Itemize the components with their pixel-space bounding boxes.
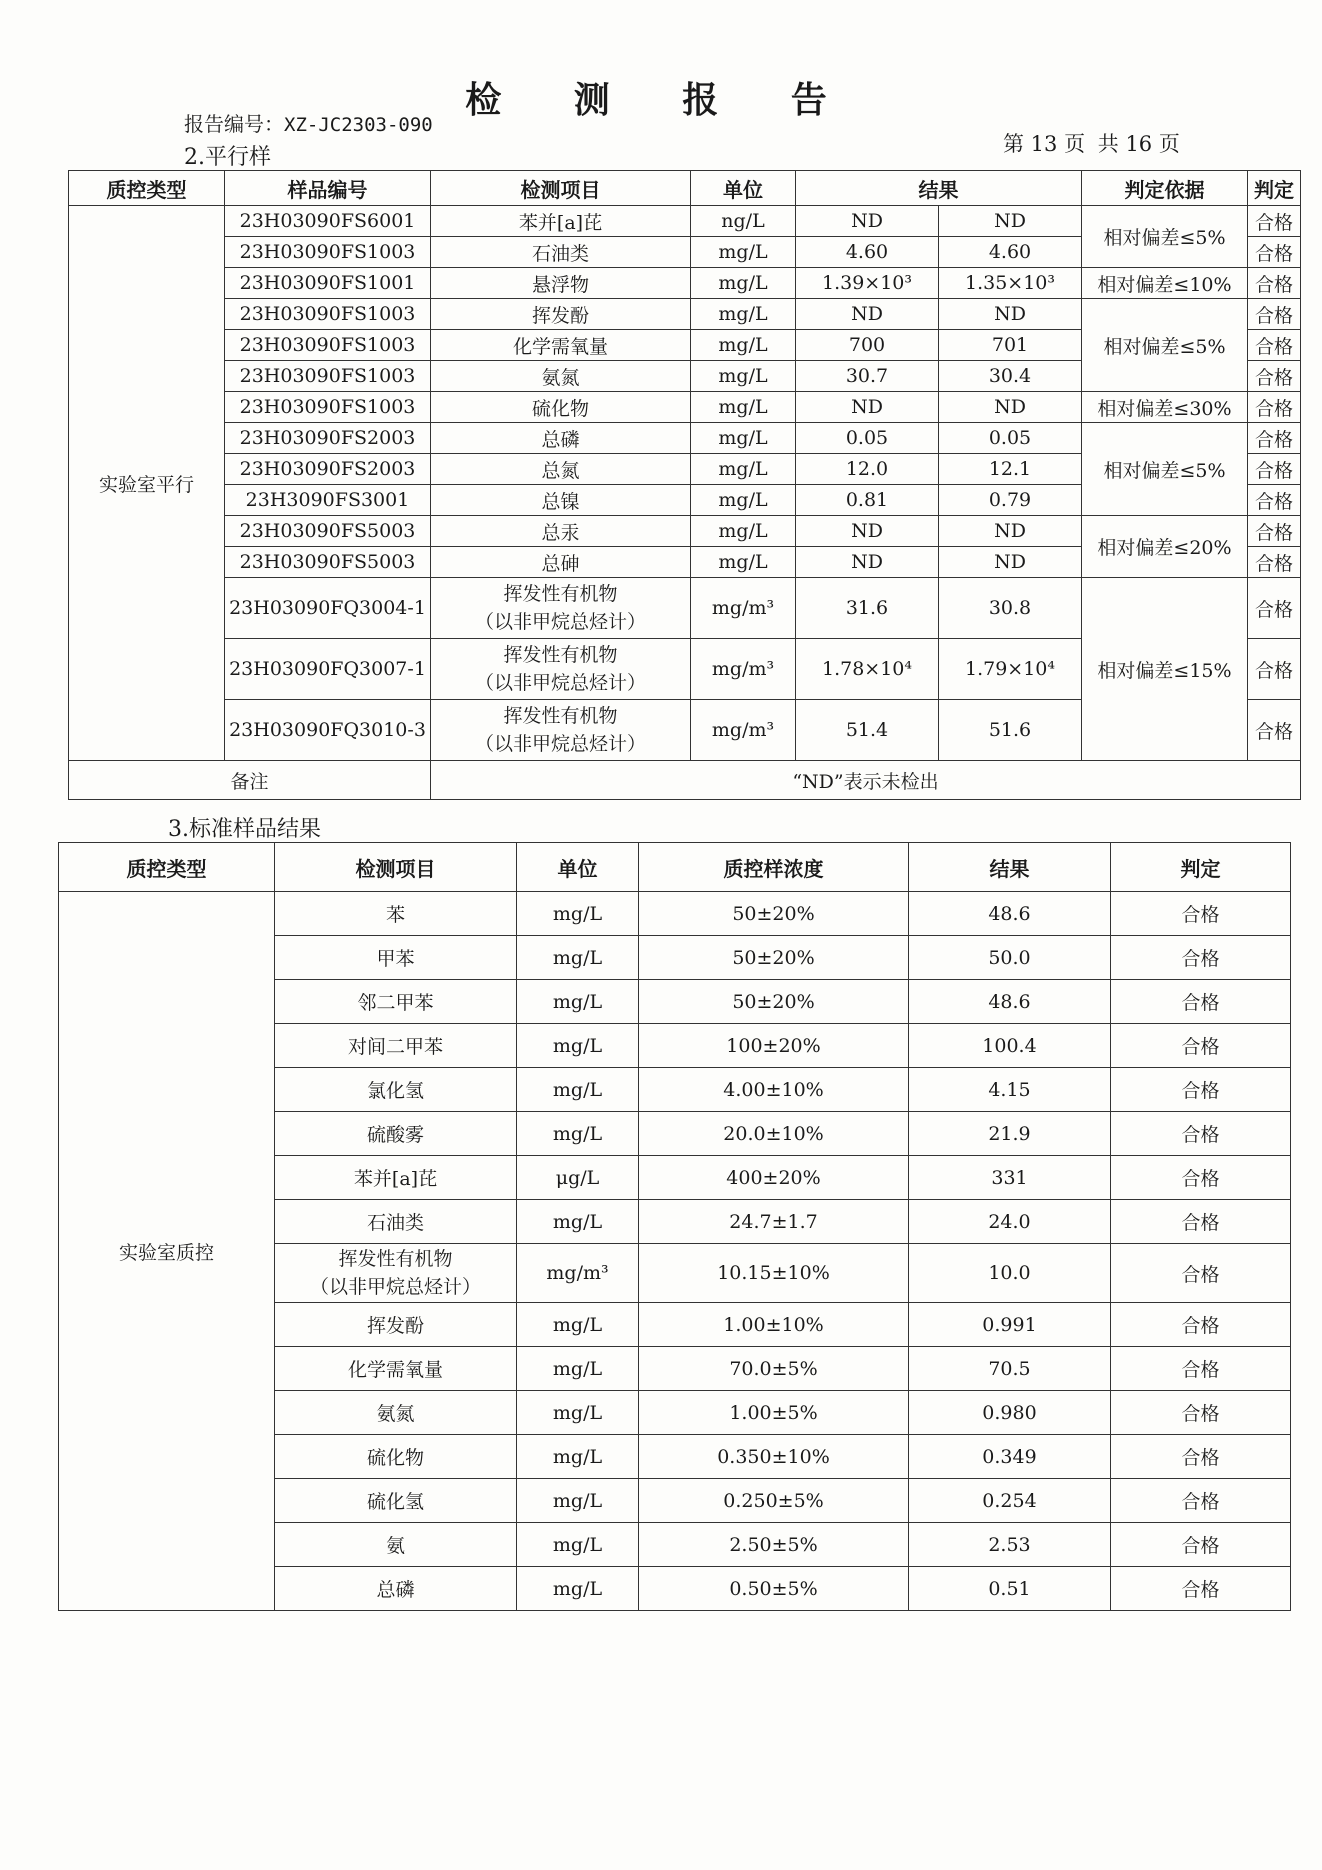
result1-cell: ND <box>796 206 939 237</box>
unit-cell: mg/L <box>517 1112 639 1156</box>
result-cell: 4.15 <box>909 1068 1111 1112</box>
sample-cell: 23H03090FQ3010-3 <box>225 700 431 761</box>
note-text: “ND”表示未检出 <box>431 761 1301 800</box>
item-cell: 总镍 <box>431 485 691 516</box>
result1-cell: 0.05 <box>796 423 939 454</box>
qc-type-cell: 实验室质控 <box>59 892 275 1611</box>
item-cell: 石油类 <box>275 1200 517 1244</box>
item-cell: 挥发酚 <box>431 299 691 330</box>
verdict-cell: 合格 <box>1248 268 1301 299</box>
result2-cell: ND <box>939 206 1082 237</box>
result1-cell: 1.39×10³ <box>796 268 939 299</box>
unit-cell: mg/L <box>691 516 796 547</box>
result-cell: 0.51 <box>909 1567 1111 1611</box>
result2-cell: 30.8 <box>939 578 1082 639</box>
unit-cell: mg/L <box>691 454 796 485</box>
result2-cell: 1.79×10⁴ <box>939 639 1082 700</box>
col-header: 单位 <box>517 843 639 892</box>
sample-cell: 23H03090FQ3004-1 <box>225 578 431 639</box>
conc-cell: 0.350±10% <box>639 1435 909 1479</box>
sample-cell: 23H03090FS2003 <box>225 454 431 485</box>
item-cell: 甲苯 <box>275 936 517 980</box>
sample-cell: 23H03090FS1001 <box>225 268 431 299</box>
verdict-cell: 合格 <box>1111 1479 1291 1523</box>
sample-cell: 23H3090FS3001 <box>225 485 431 516</box>
unit-cell: mg/m³ <box>691 578 796 639</box>
result-cell: 10.0 <box>909 1244 1111 1303</box>
verdict-cell: 合格 <box>1111 1391 1291 1435</box>
conc-cell: 50±20% <box>639 936 909 980</box>
verdict-cell: 合格 <box>1248 578 1301 639</box>
conc-cell: 50±20% <box>639 892 909 936</box>
item-line1: 挥发性有机物 <box>338 1248 453 1270</box>
verdict-cell: 合格 <box>1111 1244 1291 1303</box>
item-line2: （以非甲烷总烃计） <box>474 672 646 694</box>
verdict-cell: 合格 <box>1248 485 1301 516</box>
result-cell: 70.5 <box>909 1347 1111 1391</box>
result-cell: 100.4 <box>909 1024 1111 1068</box>
basis-cell: 相对偏差≤10% <box>1082 268 1248 299</box>
result-cell: 48.6 <box>909 980 1111 1024</box>
item-cell: 苯 <box>275 892 517 936</box>
sample-cell: 23H03090FS1003 <box>225 330 431 361</box>
conc-cell: 1.00±10% <box>639 1303 909 1347</box>
col-header: 检测项目 <box>275 843 517 892</box>
conc-cell: 0.50±5% <box>639 1567 909 1611</box>
result-cell: 24.0 <box>909 1200 1111 1244</box>
verdict-cell: 合格 <box>1111 892 1291 936</box>
item-cell: 总砷 <box>431 547 691 578</box>
verdict-cell: 合格 <box>1111 1567 1291 1611</box>
sample-cell: 23H03090FS2003 <box>225 423 431 454</box>
result2-cell: 0.05 <box>939 423 1082 454</box>
result1-cell: 1.78×10⁴ <box>796 639 939 700</box>
item-cell <box>275 1244 517 1303</box>
result2-cell: 0.79 <box>939 485 1082 516</box>
verdict-cell: 合格 <box>1248 423 1301 454</box>
item-line1: 挥发性有机物 <box>503 644 618 666</box>
item-cell: 对间二甲苯 <box>275 1024 517 1068</box>
item-cell: 苯并[a]芘 <box>431 206 691 237</box>
conc-cell: 0.250±5% <box>639 1479 909 1523</box>
verdict-cell: 合格 <box>1248 547 1301 578</box>
standard-sample-table <box>58 842 1291 1611</box>
result2-cell: ND <box>939 547 1082 578</box>
unit-cell: mg/L <box>517 980 639 1024</box>
result1-cell: 4.60 <box>796 237 939 268</box>
result1-cell: ND <box>796 547 939 578</box>
unit-cell: mg/L <box>517 936 639 980</box>
verdict-cell: 合格 <box>1111 1523 1291 1567</box>
verdict-cell: 合格 <box>1248 361 1301 392</box>
item-cell: 总磷 <box>275 1567 517 1611</box>
result1-cell: 31.6 <box>796 578 939 639</box>
result-cell: 48.6 <box>909 892 1111 936</box>
result1-cell: 51.4 <box>796 700 939 761</box>
item-cell: 邻二甲苯 <box>275 980 517 1024</box>
result1-cell: 0.81 <box>796 485 939 516</box>
item-cell: 总氮 <box>431 454 691 485</box>
unit-cell: mg/L <box>691 299 796 330</box>
unit-cell: ng/L <box>691 206 796 237</box>
basis-cell: 相对偏差≤20% <box>1082 516 1248 578</box>
unit-cell: mg/L <box>691 547 796 578</box>
sample-cell: 23H03090FS6001 <box>225 206 431 237</box>
unit-cell: mg/L <box>517 1567 639 1611</box>
col-header: 判定依据 <box>1082 171 1248 206</box>
col-header: 结果 <box>909 843 1111 892</box>
item-cell: 化学需氧量 <box>275 1347 517 1391</box>
unit-cell: mg/L <box>691 361 796 392</box>
item-cell <box>431 639 691 700</box>
result2-cell: 12.1 <box>939 454 1082 485</box>
col-header: 质控样浓度 <box>639 843 909 892</box>
result2-cell: 4.60 <box>939 237 1082 268</box>
unit-cell: mg/m³ <box>691 639 796 700</box>
sample-cell: 23H03090FS5003 <box>225 547 431 578</box>
result2-cell: 1.35×10³ <box>939 268 1082 299</box>
report-number <box>184 108 433 137</box>
item-cell: 氯化氢 <box>275 1068 517 1112</box>
verdict-cell: 合格 <box>1111 1068 1291 1112</box>
report-number-value: XZ-JC2303-090 <box>284 114 433 136</box>
verdict-cell: 合格 <box>1111 936 1291 980</box>
table-row <box>69 516 1301 547</box>
item-cell: 硫化物 <box>275 1435 517 1479</box>
conc-cell: 50±20% <box>639 980 909 1024</box>
col-header: 质控类型 <box>59 843 275 892</box>
verdict-cell: 合格 <box>1248 700 1301 761</box>
unit-cell: mg/L <box>691 268 796 299</box>
result-cell: 21.9 <box>909 1112 1111 1156</box>
unit-cell: mg/L <box>517 1479 639 1523</box>
result2-cell: ND <box>939 516 1082 547</box>
item-cell: 硫化物 <box>431 392 691 423</box>
conc-cell: 20.0±10% <box>639 1112 909 1156</box>
conc-cell: 4.00±10% <box>639 1068 909 1112</box>
verdict-cell: 合格 <box>1111 1435 1291 1479</box>
result1-cell: ND <box>796 516 939 547</box>
conc-cell: 2.50±5% <box>639 1523 909 1567</box>
unit-cell: mg/L <box>691 392 796 423</box>
col-header: 判定 <box>1111 843 1291 892</box>
item-cell: 氨氮 <box>431 361 691 392</box>
result1-cell: 12.0 <box>796 454 939 485</box>
result-cell: 331 <box>909 1156 1111 1200</box>
item-line2: （以非甲烷总烃计） <box>474 733 646 755</box>
sample-cell: 23H03090FS5003 <box>225 516 431 547</box>
result1-cell: 700 <box>796 330 939 361</box>
verdict-cell: 合格 <box>1248 454 1301 485</box>
table-header-row <box>69 171 1301 206</box>
table-row <box>69 299 1301 330</box>
verdict-cell: 合格 <box>1248 516 1301 547</box>
basis-cell: 相对偏差≤15% <box>1082 578 1248 761</box>
unit-cell: mg/m³ <box>517 1244 639 1303</box>
verdict-cell: 合格 <box>1111 1347 1291 1391</box>
unit-cell: mg/L <box>517 1024 639 1068</box>
basis-cell: 相对偏差≤5% <box>1082 423 1248 516</box>
result2-cell: ND <box>939 299 1082 330</box>
table-row <box>69 423 1301 454</box>
col-header: 样品编号 <box>225 171 431 206</box>
section3-title: 3.标准样品结果 <box>168 817 321 842</box>
verdict-cell: 合格 <box>1111 1024 1291 1068</box>
verdict-cell: 合格 <box>1248 206 1301 237</box>
result-cell: 0.980 <box>909 1391 1111 1435</box>
parallel-sample-table <box>68 170 1301 800</box>
table-header-row <box>59 843 1291 892</box>
report-number-label: 报告编号： <box>184 112 284 136</box>
unit-cell: mg/L <box>517 1068 639 1112</box>
unit-cell: mg/m³ <box>691 700 796 761</box>
item-cell: 总汞 <box>431 516 691 547</box>
item-line1: 挥发性有机物 <box>503 705 618 727</box>
verdict-cell: 合格 <box>1111 1112 1291 1156</box>
conc-cell: 100±20% <box>639 1024 909 1068</box>
table-row <box>69 206 1301 237</box>
item-cell: 石油类 <box>431 237 691 268</box>
result-cell: 2.53 <box>909 1523 1111 1567</box>
item-cell: 总磷 <box>431 423 691 454</box>
col-header: 判定 <box>1248 171 1301 206</box>
item-cell: 苯并[a]芘 <box>275 1156 517 1200</box>
sample-cell: 23H03090FS1003 <box>225 237 431 268</box>
verdict-cell: 合格 <box>1248 237 1301 268</box>
sample-cell: 23H03090FS1003 <box>225 299 431 330</box>
verdict-cell: 合格 <box>1111 1200 1291 1244</box>
table-row <box>59 892 1291 936</box>
sample-cell: 23H03090FQ3007-1 <box>225 639 431 700</box>
item-cell: 硫化氢 <box>275 1479 517 1523</box>
unit-cell: mg/L <box>517 1303 639 1347</box>
conc-cell: 70.0±5% <box>639 1347 909 1391</box>
unit-cell: μg/L <box>517 1156 639 1200</box>
note-row <box>69 761 1301 800</box>
unit-cell: mg/L <box>691 237 796 268</box>
col-header: 结果 <box>796 171 1082 206</box>
verdict-cell: 合格 <box>1111 1156 1291 1200</box>
page-total: 共 16 页 <box>1097 132 1180 156</box>
qc-type-cell: 实验室平行 <box>69 206 225 761</box>
verdict-cell: 合格 <box>1248 299 1301 330</box>
result-cell: 0.991 <box>909 1303 1111 1347</box>
page-current: 第 13 页 <box>1003 132 1086 156</box>
verdict-cell: 合格 <box>1111 980 1291 1024</box>
item-line2: （以非甲烷总烃计） <box>474 611 646 633</box>
result2-cell: 701 <box>939 330 1082 361</box>
item-line2: （以非甲烷总烃计） <box>309 1276 481 1298</box>
sample-cell: 23H03090FS1003 <box>225 392 431 423</box>
item-cell: 氨 <box>275 1523 517 1567</box>
unit-cell: mg/L <box>517 1523 639 1567</box>
basis-cell: 相对偏差≤5% <box>1082 299 1248 392</box>
unit-cell: mg/L <box>691 423 796 454</box>
verdict-cell: 合格 <box>1248 639 1301 700</box>
page-indicator <box>1003 128 1186 158</box>
item-cell <box>431 700 691 761</box>
sample-cell: 23H03090FS1003 <box>225 361 431 392</box>
item-cell: 挥发酚 <box>275 1303 517 1347</box>
basis-cell: 相对偏差≤30% <box>1082 392 1248 423</box>
table-row <box>69 268 1301 299</box>
unit-cell: mg/L <box>517 1347 639 1391</box>
result2-cell: ND <box>939 392 1082 423</box>
result1-cell: ND <box>796 299 939 330</box>
section2-title: 2.平行样 <box>184 145 271 170</box>
unit-cell: mg/L <box>517 1200 639 1244</box>
verdict-cell: 合格 <box>1248 330 1301 361</box>
report-title: 检 测 报 告 <box>465 79 857 121</box>
conc-cell: 10.15±10% <box>639 1244 909 1303</box>
result-cell: 0.349 <box>909 1435 1111 1479</box>
result-cell: 0.254 <box>909 1479 1111 1523</box>
item-line1: 挥发性有机物 <box>503 583 618 605</box>
conc-cell: 1.00±5% <box>639 1391 909 1435</box>
result1-cell: 30.7 <box>796 361 939 392</box>
result-cell: 50.0 <box>909 936 1111 980</box>
unit-cell: mg/L <box>691 330 796 361</box>
note-label: 备注 <box>69 761 431 800</box>
item-cell: 悬浮物 <box>431 268 691 299</box>
conc-cell: 400±20% <box>639 1156 909 1200</box>
item-cell <box>431 578 691 639</box>
verdict-cell: 合格 <box>1111 1303 1291 1347</box>
col-header: 检测项目 <box>431 171 691 206</box>
item-cell: 硫酸雾 <box>275 1112 517 1156</box>
conc-cell: 24.7±1.7 <box>639 1200 909 1244</box>
basis-cell: 相对偏差≤5% <box>1082 206 1248 268</box>
table-row <box>69 578 1301 639</box>
result2-cell: 30.4 <box>939 361 1082 392</box>
unit-cell: mg/L <box>517 1391 639 1435</box>
col-header: 单位 <box>691 171 796 206</box>
result2-cell: 51.6 <box>939 700 1082 761</box>
unit-cell: mg/L <box>517 892 639 936</box>
verdict-cell: 合格 <box>1248 392 1301 423</box>
col-header: 质控类型 <box>69 171 225 206</box>
table-row <box>69 392 1301 423</box>
item-cell: 化学需氧量 <box>431 330 691 361</box>
unit-cell: mg/L <box>517 1435 639 1479</box>
item-cell: 氨氮 <box>275 1391 517 1435</box>
unit-cell: mg/L <box>691 485 796 516</box>
result1-cell: ND <box>796 392 939 423</box>
